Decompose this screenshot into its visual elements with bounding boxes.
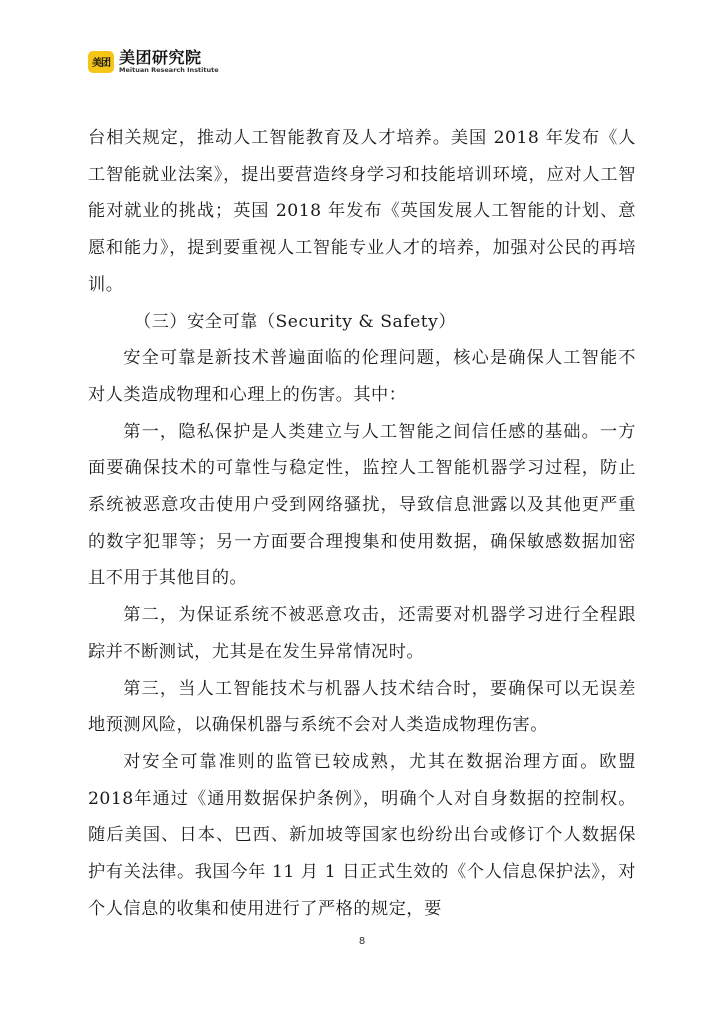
logo-english-name: Meituan Research Institute: [119, 66, 219, 74]
logo-mark: 美团: [88, 51, 114, 73]
logo: [88, 49, 219, 74]
paragraph-first: 第一，隐私保护是人类建立与人工智能之间信任感的基础。一方面要确保技术的可靠性与稳定性，监控人工智能机器学习过程，防止系统被恶意攻击使用户受到网络骚扰，导致信息泄露以及其他更严重的数字犯罪等；另一方面要合理搜集和使用数据，确保敏感数据加密且不用于其他目的。: [88, 421, 636, 589]
section-heading: （三）安全可靠（Security & Safety）: [134, 311, 457, 332]
paragraph-continued: 台相关规定，推动人工智能教育及人才培养。美国 2018 年发布《人工智能就业法案》，提出要营造终身学习和技能培训环境，应对人工智能对就业的挑战；英国 2018 年发布《英国发展人工智能的计划、意愿和能力》，提到要重视人工智能专业人才的培养，加强对公民的再培训。: [88, 128, 636, 295]
logo-chinese-name: 美团研究院: [119, 48, 202, 67]
paragraph-second: 第二，为保证系统不被恶意攻击，还需要对机器学习进行全程跟踪并不断测试，尤其是在发生异常情况时。: [88, 605, 636, 662]
paragraph-third: 第三，当人工智能技术与机器人技术结合时，要确保可以无误差地预测风险，以确保机器与系统不会对人类造成物理伤害。: [88, 678, 636, 736]
page-number: 8: [358, 936, 366, 947]
paragraph-regulation: 对安全可靠准则的监管已较成熟，尤其在数据治理方面。欧盟2018年通过《通用数据保护条例》，明确个人对自身数据的控制权。随后美国、日本、巴西、新加坡等国家也纷纷出台或修订个人数据保护有关法律。我国今年 11 月 1 日正式生效的《个人信息保护法》，对个人信息的收集和使用进行了严格的规定，要: [88, 751, 636, 919]
document-body: [88, 120, 636, 927]
logo-text: [119, 49, 219, 74]
paragraph-intro: 安全可靠是新技术普遍面临的伦理问题，核心是确保人工智能不对人类造成物理和心理上的伤害。其中：: [88, 348, 636, 405]
